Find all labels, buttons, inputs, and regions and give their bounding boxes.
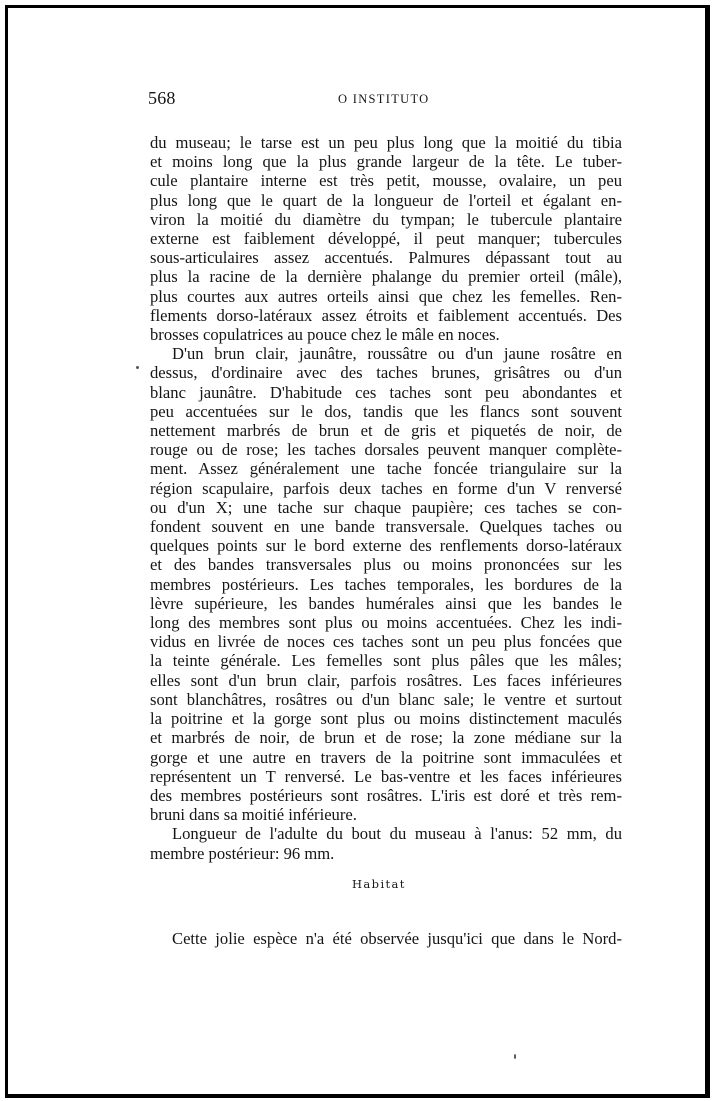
page-number: 568 (148, 88, 176, 108)
text-line: gorge et une autre en travers de la poitrine sont immaculées et (150, 747, 622, 767)
text-line: vidus en livrée de noces ces taches sont un peu plus foncées que (150, 632, 622, 652)
text-line: la poitrine et la gorge sont plus ou moins distinctement maculés (150, 709, 622, 729)
text-line: D'un brun clair, jaunâtre, roussâtre ou d'un jaune rosâtre en (172, 344, 622, 364)
text-line: ment. Assez généralement une tache foncée triangulaire sur la (150, 459, 622, 479)
paragraph-measurements (150, 824, 622, 862)
text-line: cule plantaire interne est très petit, mousse, ovalaire, un peu (150, 171, 622, 191)
text-line: plus long que le quart de la longueur de l'orteil et égalant en- (150, 190, 622, 210)
text-line: Cette jolie espèce n'a été observée jusqu'ici que dans le Nord- (172, 929, 622, 948)
text-line: sont blanchâtres, rosâtres ou d'un blanc sale; le ventre et surtout (150, 689, 622, 709)
scan-speck (514, 1054, 516, 1059)
text-line: plus la racine de la dernière phalange du premier orteil (mâle), (150, 267, 622, 287)
text-line: membres postérieurs. Les taches temporales, les bordures de la (150, 574, 622, 594)
text-line: blanc jaunâtre. D'habitude ces taches sont peu abondantes et (150, 382, 622, 402)
section-heading-habitat: Habitat (352, 877, 406, 891)
page-header (148, 88, 623, 112)
text-line: fondent souvent en une bande transversale. Quelques taches ou (150, 517, 622, 537)
text-line: long des membres sont plus ou moins accentuées. Chez les indi- (150, 613, 622, 633)
text-line: du museau; le tarse est un peu plus long que la moitié du tibia (150, 133, 622, 152)
text-line: région scapulaire, parfois deux taches en forme d'un V renversé (150, 478, 622, 498)
text-line: et des bandes transversales plus ou moins prononcées sur les (150, 555, 622, 575)
text-line: et marbrés de noir, de brun et de rose; la zone médiane sur la (150, 728, 622, 748)
body-text (150, 133, 622, 863)
text-line: représentent un T renversé. Le bas-ventre et les faces inférieures (150, 766, 622, 786)
text-line: elles sont d'un brun clair, parfois rosâtres. Les faces inférieures (150, 670, 622, 690)
text-line: ou d'un X; une tache sur chaque paupière; ces taches se con- (150, 497, 622, 517)
habitat-text (150, 929, 622, 948)
text-line: la teinte générale. Les femelles sont plus pâles que les mâles; (150, 651, 622, 671)
text-line: membre postérieur: 96 mm. (150, 843, 335, 863)
text-line: et moins long que la plus grande largeur de la tête. Le tuber- (150, 152, 622, 172)
text-line: dessus, d'ordinaire avec des taches brunes, grisâtres ou d'un (150, 363, 622, 383)
text-line: nettement marbrés de brun et de gris et piquetés de noir, de (150, 421, 622, 441)
text-line: plus courtes aux autres orteils ainsi que chez les femelles. Ren- (150, 286, 622, 306)
text-line: Longueur de l'adulte du bout du museau à l'anus: 52 mm, du (172, 824, 622, 844)
text-line: peu accentuées sur le dos, tandis que les flancs sont souvent (150, 401, 622, 421)
paragraph-description-feet (150, 133, 622, 344)
paragraph-habitat (150, 929, 622, 948)
text-line: bruni dans sa moitié inférieure. (150, 805, 357, 825)
scan-speck (136, 366, 139, 369)
text-line: lèvre supérieure, les bandes humérales ainsi que les bandes le (150, 593, 622, 613)
text-line: quelques points sur le bord externe des renflements dorso-latéraux (150, 536, 622, 556)
text-line: flements dorso-latéraux assez étroits et faiblement accentués. Des (150, 305, 622, 325)
text-line: externe est faiblement développé, il peut manquer; tubercules (150, 229, 622, 249)
paragraph-coloration (150, 344, 622, 824)
text-line: viron la moitié du diamètre du tympan; le tubercule plantaire (150, 209, 622, 229)
running-title: O INSTITUTO (338, 92, 430, 106)
text-line: sous-articulaires assez accentués. Palmures dépassant tout au (150, 248, 622, 268)
text-line: rouge ou de rose; les taches dorsales peuvent manquer complète- (150, 440, 622, 460)
text-line: des membres postérieurs sont rosâtres. L'iris est doré et très rem- (150, 785, 622, 805)
text-line: brosses copulatrices au pouce chez le mâle en noces. (150, 325, 500, 345)
